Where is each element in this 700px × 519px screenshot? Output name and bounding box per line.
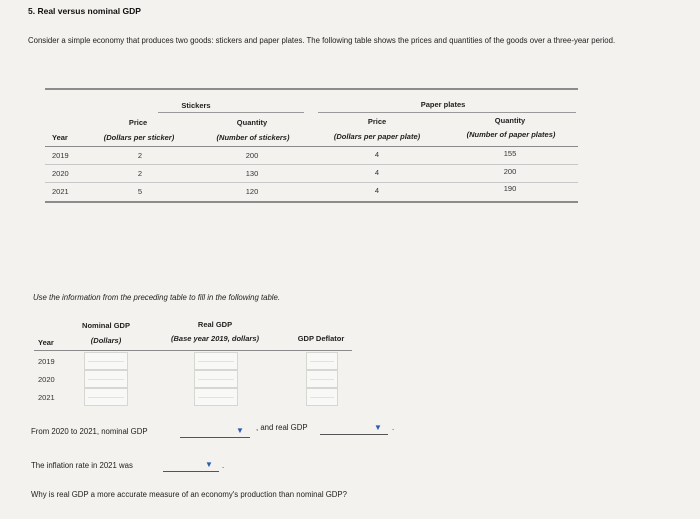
year-header: Year <box>52 133 68 142</box>
plate-price-cell: 4 <box>374 186 380 195</box>
header-rule <box>45 146 578 147</box>
sticker-price-cell: 5 <box>137 187 143 196</box>
plate-qty-cell: 190 <box>503 184 517 193</box>
row-rule <box>45 164 578 165</box>
sentence-period: . <box>222 461 225 470</box>
gdp-deflator-2021-input[interactable] <box>306 388 338 406</box>
sticker-price-unit: (Dollars per sticker) <box>103 133 175 142</box>
year-cell: 2020 <box>38 375 55 384</box>
real-gdp-2021-input[interactable] <box>194 388 238 406</box>
plate-qty-cell: 200 <box>503 167 517 176</box>
dropdown-caret-icon: ▼ <box>374 423 382 432</box>
sentence-period: . <box>392 423 395 432</box>
nominal-gdp-change-dropdown[interactable] <box>180 426 250 438</box>
sticker-qty-cell: 130 <box>245 169 259 178</box>
sticker-price-header: Price <box>128 118 148 127</box>
gdp-deflator-2019-input[interactable] <box>306 352 338 370</box>
sticker-qty-cell: 120 <box>245 187 259 196</box>
year-cell: 2020 <box>52 169 69 178</box>
plate-price-cell: 4 <box>374 168 380 177</box>
plate-qty-unit: (Number of paper plates) <box>466 130 556 139</box>
sticker-qty-header: Quantity <box>236 118 268 127</box>
question-title: 5. Real versus nominal GDP <box>28 6 141 16</box>
sticker-price-cell: 2 <box>137 151 143 160</box>
sticker-qty-unit: (Number of stickers) <box>216 133 290 142</box>
gdp-deflator-2020-input[interactable] <box>306 370 338 388</box>
year-cell: 2021 <box>38 393 55 402</box>
stickers-group-rule <box>158 112 304 113</box>
dropdown-caret-icon: ▼ <box>236 426 244 435</box>
stickers-group-header: Stickers <box>181 101 211 110</box>
plate-qty-header: Quantity <box>494 116 526 125</box>
year-cell: 2019 <box>38 357 55 366</box>
nominal-gdp-2019-input[interactable] <box>84 352 128 370</box>
table-bottom-rule <box>45 201 578 203</box>
plate-qty-cell: 155 <box>503 149 517 158</box>
real-gdp-change-dropdown[interactable] <box>320 423 388 435</box>
header-rule <box>34 350 352 351</box>
year-header: Year <box>38 338 54 347</box>
year-cell: 2019 <box>52 151 69 160</box>
plate-price-header: Price <box>367 117 387 126</box>
plates-group-rule <box>318 112 576 113</box>
question-intro: Consider a simple economy that produces two goods: stickers and paper plates. The following table shows the prices and quantities of the goods over a three-year period. <box>28 36 616 45</box>
question-two-text: Why is real GDP a more accurate measure of an economy's production than nominal GDP? <box>31 490 347 499</box>
inflation-prefix: The inflation rate in 2021 was <box>31 461 133 470</box>
dropdown-caret-icon: ▼ <box>205 460 213 469</box>
nominal-gdp-unit: (Dollars) <box>90 336 122 345</box>
nominal-gdp-2021-input[interactable] <box>84 388 128 406</box>
real-gdp-header: Real GDP <box>197 320 233 329</box>
inflation-rate-dropdown[interactable] <box>163 460 219 472</box>
real-change-middle: , and real GDP <box>256 423 308 432</box>
instruction-text: Use the information from the preceding table to fill in the following table. <box>33 293 281 302</box>
plates-group-header: Paper plates <box>420 100 466 109</box>
gdp-deflator-header: GDP Deflator <box>297 334 345 343</box>
nominal-gdp-2020-input[interactable] <box>84 370 128 388</box>
plate-price-cell: 4 <box>374 150 380 159</box>
row-rule <box>45 182 578 183</box>
table-top-rule <box>45 88 578 90</box>
sticker-price-cell: 2 <box>137 169 143 178</box>
real-gdp-unit: (Base year 2019, dollars) <box>171 334 259 343</box>
nominal-change-prefix: From 2020 to 2021, nominal GDP <box>31 427 148 436</box>
year-cell: 2021 <box>52 187 69 196</box>
real-gdp-2020-input[interactable] <box>194 370 238 388</box>
nominal-gdp-header: Nominal GDP <box>82 321 130 330</box>
plate-price-unit: (Dollars per paper plate) <box>333 132 421 141</box>
real-gdp-2019-input[interactable] <box>194 352 238 370</box>
sticker-qty-cell: 200 <box>245 151 259 160</box>
